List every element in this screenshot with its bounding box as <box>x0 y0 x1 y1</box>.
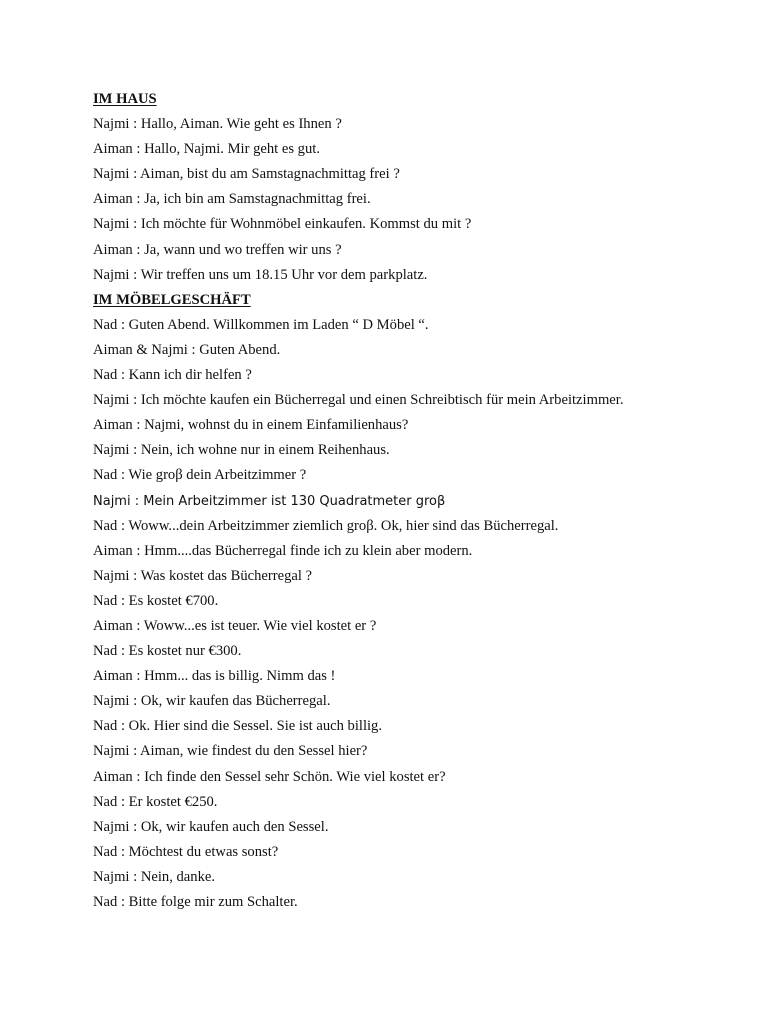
dialogue-line: Najmi : Ok, wir kaufen auch den Sessel. <box>93 818 329 835</box>
dialogue-line: Aiman & Najmi : Guten Abend. <box>93 341 281 358</box>
dialogue-line: Nad : Kann ich dir helfen ? <box>93 367 252 384</box>
dialogue-line: Najmi : Aiman, bist du am Samstagnachmittag frei ? <box>93 166 400 183</box>
document-body <box>93 87 733 915</box>
section-heading-im-moebelgeschaeft: IM MÖBELGESCHÄFT <box>93 291 251 308</box>
dialogue-line: Nad : Wie groβ dein Arbeitzimmer ? <box>93 467 307 484</box>
dialogue-line: Nad : Möchtest du etwas sonst? <box>93 843 279 860</box>
dialogue-line: Nad : Bitte folge mir zum Schalter. <box>93 894 298 910</box>
dialogue-line: Najmi : Was kostet das Bücherregal ? <box>93 567 313 584</box>
dialogue-line: Najmi : Wir treffen uns um 18.15 Uhr vor dem parkplatz. <box>93 266 428 283</box>
dialogue-line: Najmi : Nein, ich wohne nur in einem Reihenhaus. <box>93 442 390 459</box>
dialogue-line: Nad : Ok. Hier sind die Sessel. Sie ist auch billig. <box>93 718 383 735</box>
dialogue-line: Nad : Es kostet nur €300. <box>93 643 242 660</box>
dialogue-line: Aiman : Ja, wann und wo treffen wir uns ? <box>93 241 342 258</box>
dialogue-line: Nad : Woww...dein Arbeitzimmer ziemlich groβ. Ok, hier sind das Bücherregal. <box>93 517 559 534</box>
dialogue-line: Najmi : Ok, wir kaufen das Bücherregal. <box>93 693 331 710</box>
dialogue-line: Najmi : Mein Arbeitzimmer ist 130 Quadratmeter groβ <box>93 493 446 509</box>
dialogue-line: Najmi : Hallo, Aiman. Wie geht es Ihnen ? <box>93 116 342 133</box>
dialogue-line: Najmi : Ich möchte für Wohnmöbel einkaufen. Kommst du mit ? <box>93 216 472 233</box>
dialogue-line: Nad : Guten Abend. Willkommen im Laden “ D Möbel “. <box>93 316 429 333</box>
dialogue-line: Aiman : Hallo, Najmi. Mir geht es gut. <box>93 141 320 158</box>
dialogue-line: Najmi : Nein, danke. <box>93 868 215 885</box>
dialogue-line: Nad : Es kostet €700. <box>93 592 219 609</box>
dialogue-line: Najmi : Ich möchte kaufen ein Bücherregal und einen Schreibtisch für mein Arbeitzimmer. <box>93 392 624 409</box>
dialogue-line: Nad : Er kostet €250. <box>93 793 218 810</box>
dialogue-line: Aiman : Ich finde den Sessel sehr Schön. Wie viel kostet er? <box>93 768 446 785</box>
dialogue-line: Najmi : Aiman, wie findest du den Sessel hier? <box>93 743 368 760</box>
section-heading-im-haus: IM HAUS <box>93 91 157 107</box>
dialogue-line: Aiman : Ja, ich bin am Samstagnachmittag frei. <box>93 191 371 208</box>
dialogue-line: Aiman : Najmi, wohnst du in einem Einfamilienhaus? <box>93 417 409 434</box>
dialogue-line: Aiman : Hmm... das is billig. Nimm das ! <box>93 668 336 685</box>
dialogue-line: Aiman : Woww...es ist teuer. Wie viel kostet er ? <box>93 617 377 634</box>
dialogue-line: Aiman : Hmm....das Bücherregal finde ich zu klein aber modern. <box>93 542 473 559</box>
